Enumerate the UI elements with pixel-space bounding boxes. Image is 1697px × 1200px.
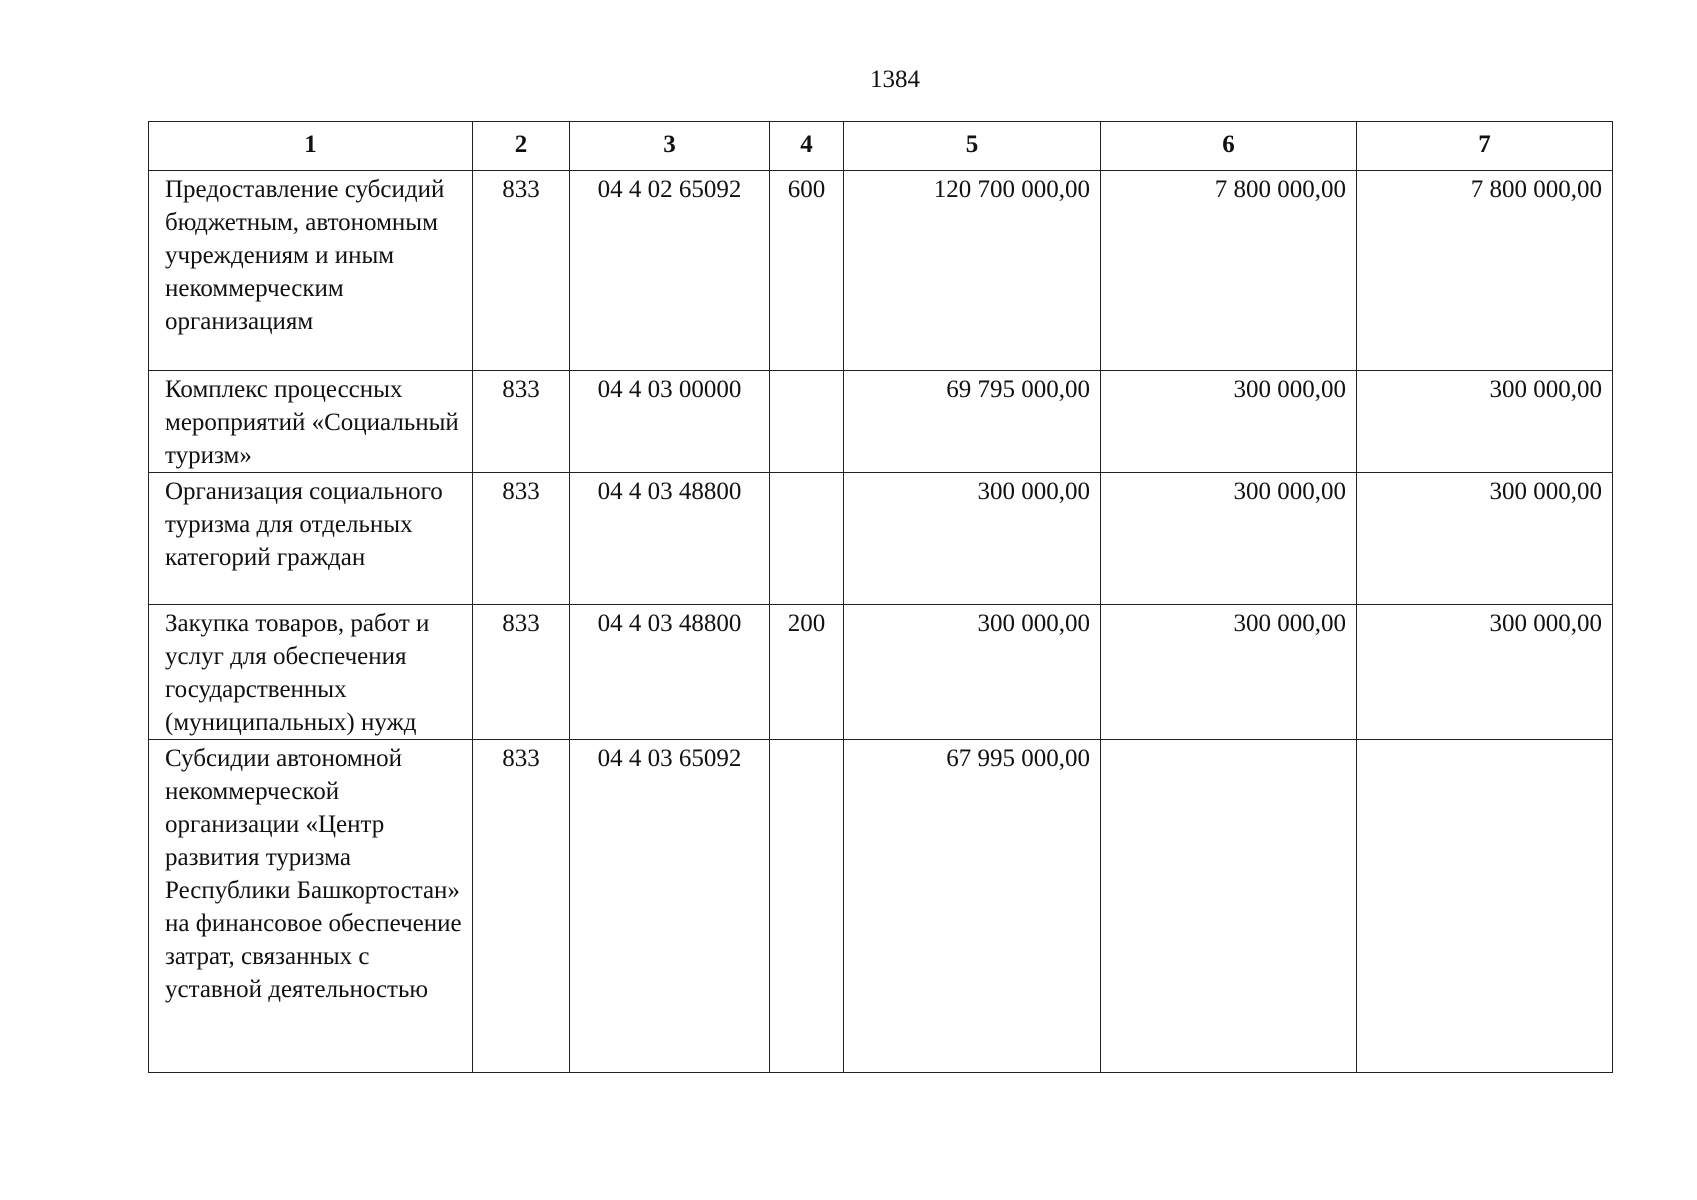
table-row	[149, 371, 1613, 473]
column-header: 3	[570, 122, 770, 171]
amount-cell	[1101, 740, 1357, 1073]
amount-cell: 69 795 000,00	[844, 371, 1101, 473]
expense-type-cell: 600	[770, 171, 844, 371]
column-header: 6	[1101, 122, 1357, 171]
column-header: 1	[149, 122, 473, 171]
table-row	[149, 473, 1613, 605]
ministry-code-cell: 833	[473, 605, 570, 740]
amount-cell: 67 995 000,00	[844, 740, 1101, 1073]
target-article-cell: 04 4 03 00000	[570, 371, 770, 473]
amount-cell: 300 000,00	[1357, 473, 1613, 605]
target-article-cell: 04 4 03 48800	[570, 605, 770, 740]
page-number: 1384	[870, 66, 920, 93]
target-article-cell: 04 4 03 65092	[570, 740, 770, 1073]
amount-cell: 300 000,00	[1101, 371, 1357, 473]
column-header: 4	[770, 122, 844, 171]
amount-cell: 300 000,00	[844, 473, 1101, 605]
amount-cell	[1357, 740, 1613, 1073]
target-article-cell: 04 4 02 65092	[570, 171, 770, 371]
amount-cell: 7 800 000,00	[1357, 171, 1613, 371]
ministry-code-cell: 833	[473, 171, 570, 371]
item-name-cell: Организация социального туризма для отдельных категорий граждан	[149, 473, 473, 605]
target-article-cell: 04 4 03 48800	[570, 473, 770, 605]
amount-cell: 120 700 000,00	[844, 171, 1101, 371]
ministry-code-cell: 833	[473, 371, 570, 473]
expense-type-cell	[770, 473, 844, 605]
expense-type-cell	[770, 371, 844, 473]
ministry-code-cell: 833	[473, 740, 570, 1073]
amount-cell: 300 000,00	[1101, 473, 1357, 605]
amount-cell: 7 800 000,00	[1101, 171, 1357, 371]
table-header-row	[149, 122, 1613, 171]
ministry-code-cell: 833	[473, 473, 570, 605]
item-name-cell: Комплекс процессных мероприятий «Социальный туризм»	[149, 371, 473, 473]
column-header: 5	[844, 122, 1101, 171]
expense-type-cell: 200	[770, 605, 844, 740]
item-name-cell: Субсидии автономной некоммерческой организации «Центр развития туризма Республики Башкортостан» на финансовое обеспечение затрат, связанных с уставной деятельностью	[149, 740, 473, 1073]
table-row	[149, 171, 1613, 371]
amount-cell: 300 000,00	[1101, 605, 1357, 740]
amount-cell: 300 000,00	[1357, 371, 1613, 473]
item-name-cell: Закупка товаров, работ и услуг для обеспечения государственных (муниципальных) нужд	[149, 605, 473, 740]
column-header: 7	[1357, 122, 1613, 171]
budget-table	[148, 121, 1613, 1073]
expense-type-cell	[770, 740, 844, 1073]
table-row	[149, 605, 1613, 740]
table-row	[149, 740, 1613, 1073]
column-header: 2	[473, 122, 570, 171]
amount-cell: 300 000,00	[1357, 605, 1613, 740]
item-name-cell: Предоставление субсидий бюджетным, автономным учреждениям и иным некоммерческим организациям	[149, 171, 473, 371]
amount-cell: 300 000,00	[844, 605, 1101, 740]
